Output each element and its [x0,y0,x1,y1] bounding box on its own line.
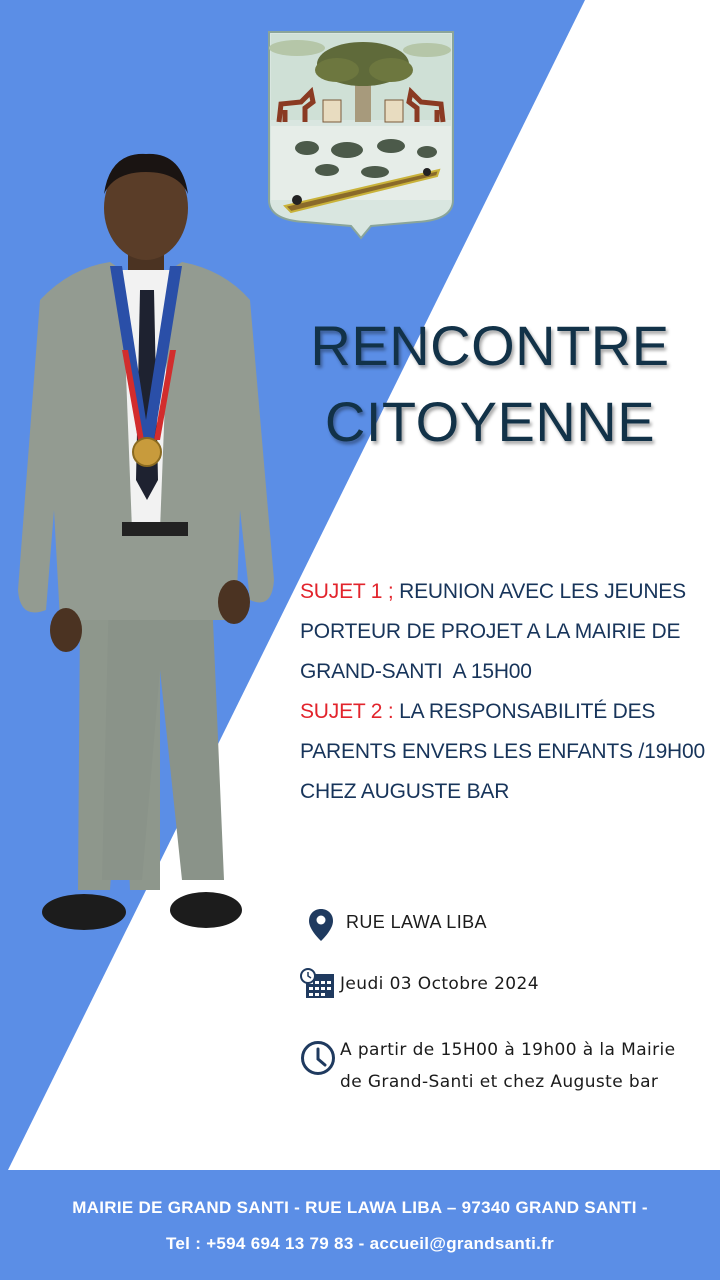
footer-bar [0,1170,720,1280]
map-pin-icon [308,908,334,942]
date-text: Jeudi 03 Octobre 2024 [340,974,539,994]
calendar-icon [300,968,336,1000]
subject-2-text-1: LA RESPONSABILITÉ DES [399,700,656,723]
location-text: RUE LAWA LIBA [346,912,487,932]
coat-of-arms-logo [267,30,455,240]
footer-address: MAIRIE DE GRAND SANTI - RUE LAWA LIBA – 97340 GRAND SANTI - [72,1198,648,1217]
subject-1-text-2: PORTEUR DE PROJET A LA MAIRIE DE [300,620,681,643]
subject-1-text-3: GRAND-SANTI A 15H00 [300,660,532,683]
subject-1-text-1: REUNION AVEC LES JEUNES [399,580,686,603]
time-row [300,1034,676,1098]
subject-1-label: SUJET 1 ; [300,580,394,603]
time-text-line-1: A partir de 15H00 à 19h00 à la Mairie [340,1040,676,1060]
subject-1-line-1 [300,572,720,612]
title-line-2: CITOYENNE [324,390,656,453]
subject-2-line-1 [300,692,720,732]
subject-2-text-2: PARENTS ENVERS LES ENFANTS /19H00 [300,740,705,763]
subjects-block [300,572,720,812]
clock-icon [300,1040,336,1076]
subject-2-text-3: CHEZ AUGUSTE BAR [300,780,510,803]
time-text-line-2: de Grand-Santi et chez Auguste bar [340,1072,659,1092]
footer-contact: Tel : +594 694 13 79 83 - accueil@grandsanti.fr [165,1234,555,1253]
title-line-1: RENCONTRE [310,314,670,377]
mayor-photo [10,150,280,950]
date-row [300,968,539,1000]
page-title [300,308,680,460]
location-row [300,906,487,942]
subject-2-label: SUJET 2 : [300,700,394,723]
